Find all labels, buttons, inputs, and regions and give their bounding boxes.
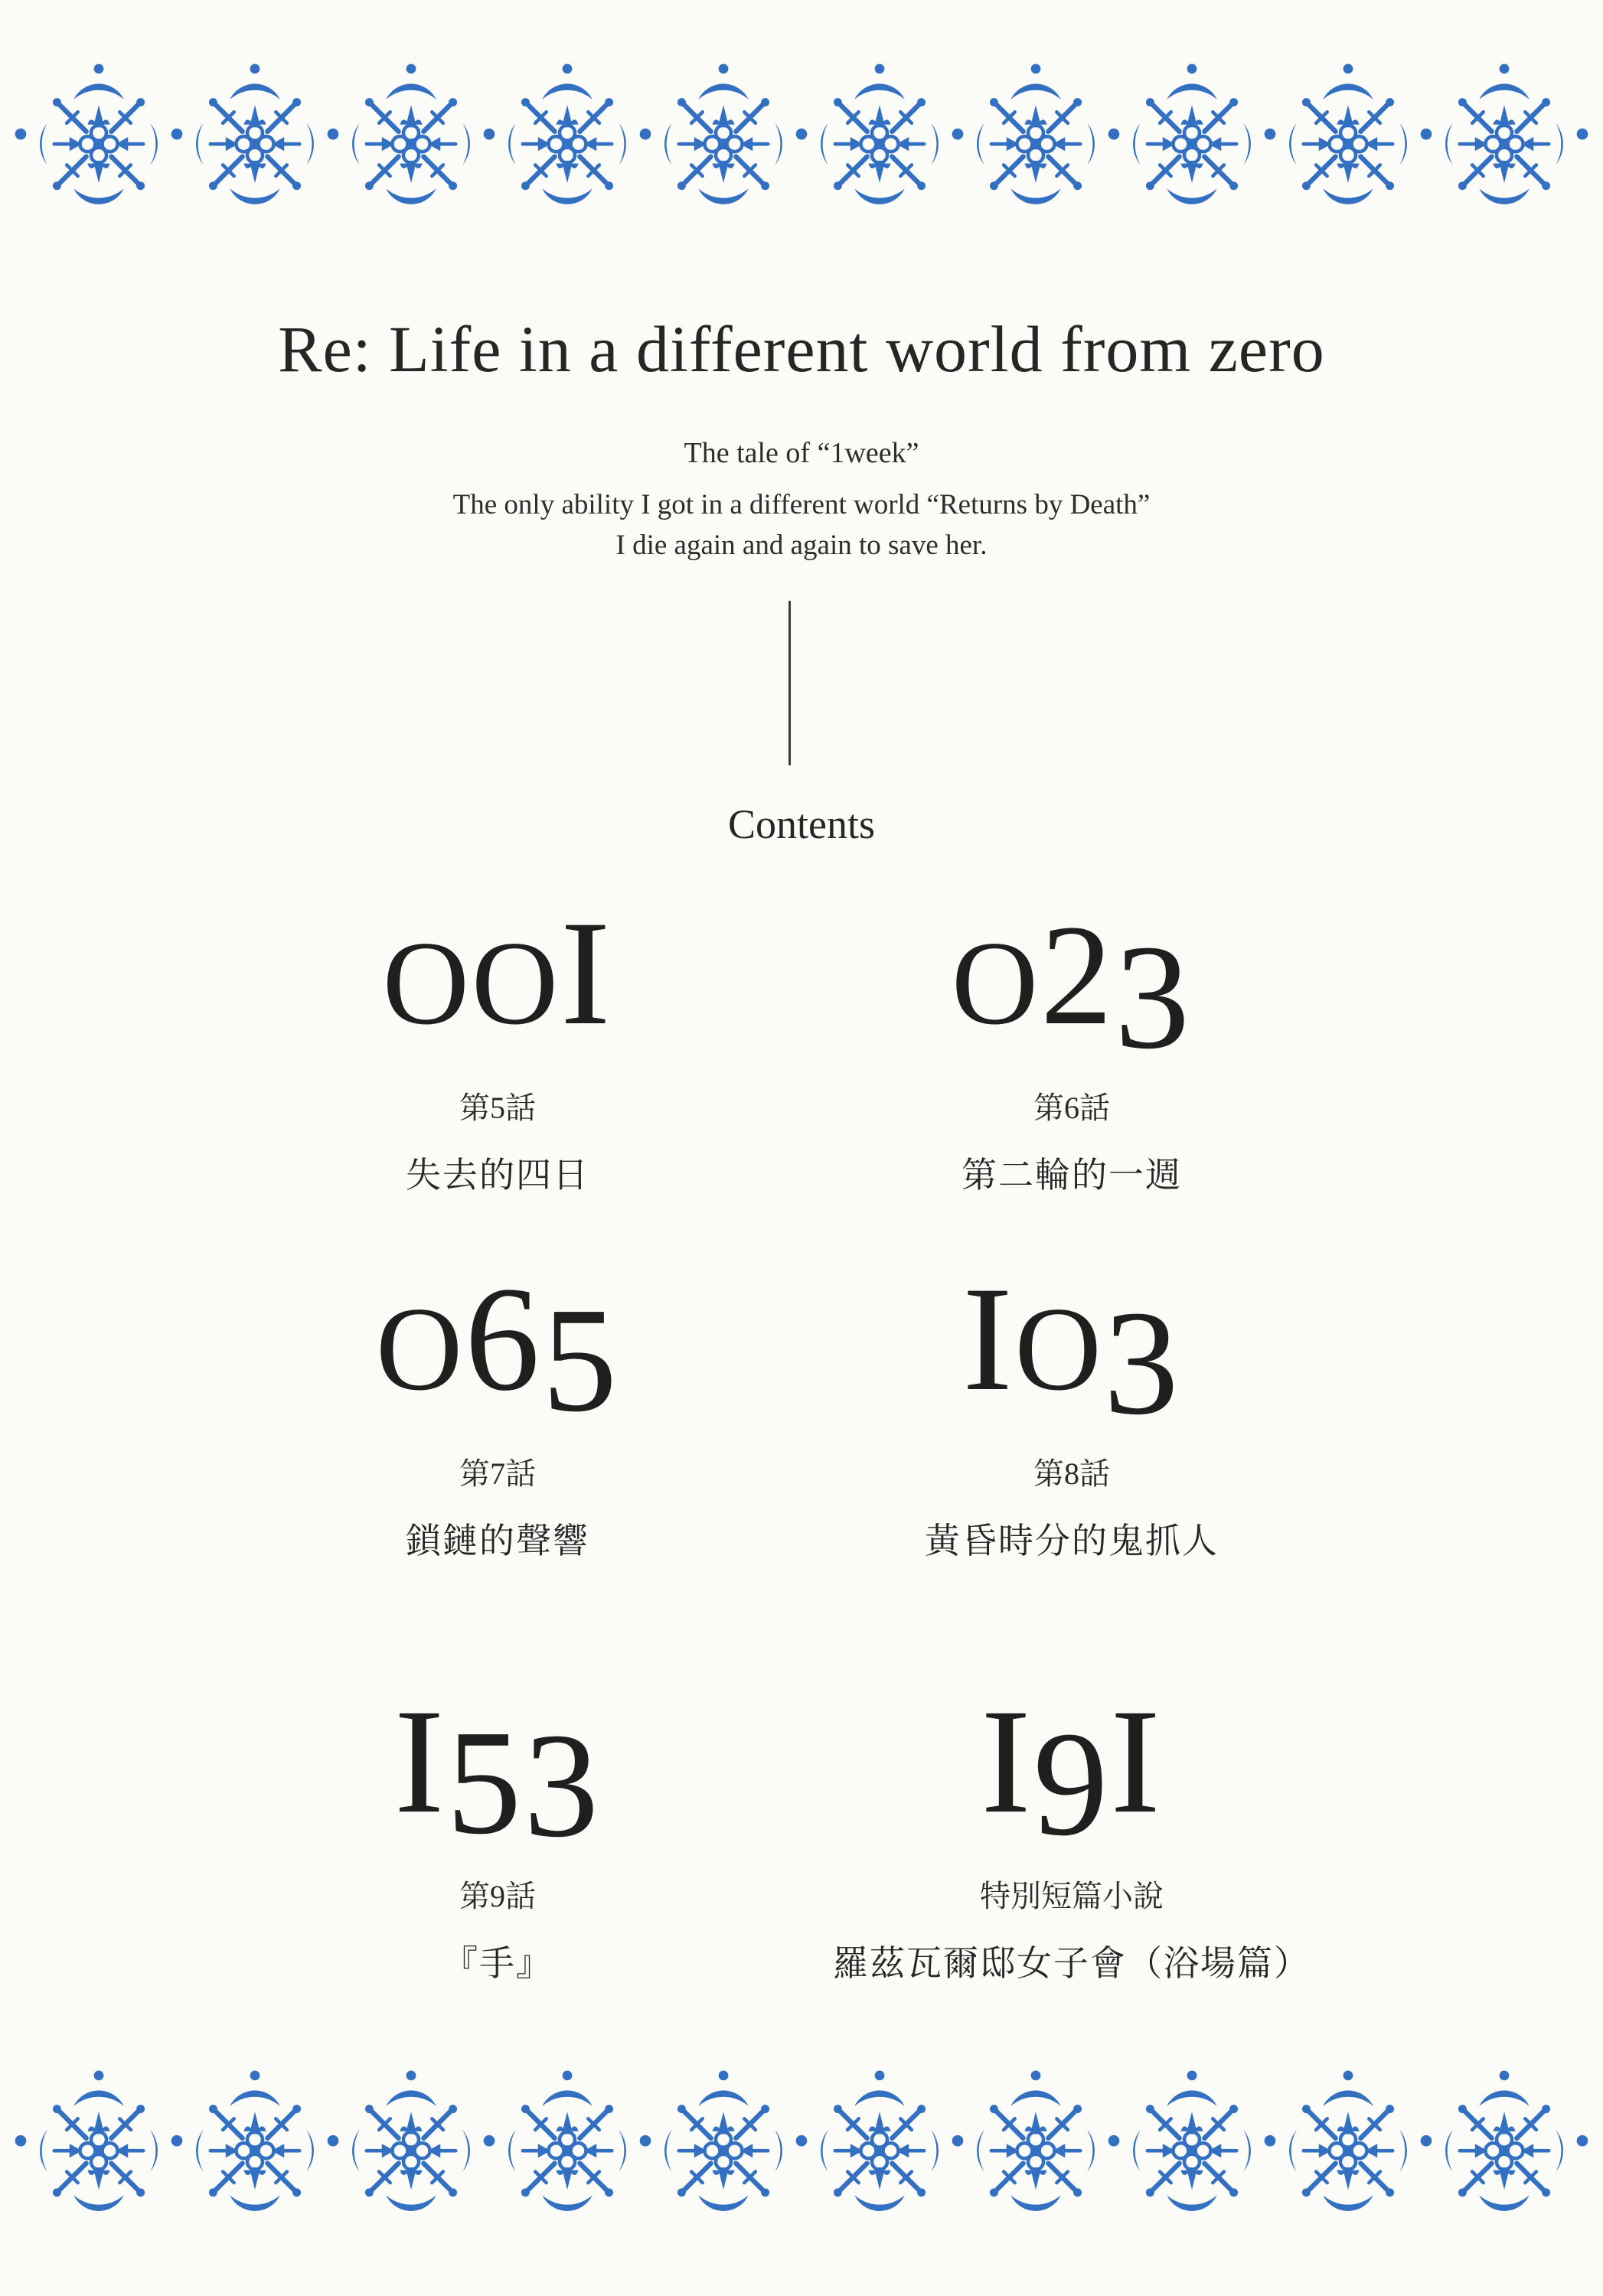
chapter-label: 第7話 — [459, 1456, 536, 1491]
snowflake-ornament-icon — [810, 60, 949, 208]
crescent-dot-separator-icon — [1418, 60, 1435, 208]
ornamental-border-top — [0, 60, 1603, 208]
toc-grid — [211, 890, 1359, 1986]
snowflake-ornament-icon — [185, 2067, 325, 2215]
ornamental-border-bottom — [0, 2066, 1603, 2215]
crescent-dot-separator-icon — [1105, 60, 1122, 208]
toc-entry — [211, 1678, 785, 1986]
crescent-dot-separator-icon — [12, 2066, 29, 2215]
toc-entry — [785, 895, 1359, 1277]
snowflake-ornament-icon — [654, 2067, 793, 2215]
page-number-box — [393, 1678, 602, 1869]
chapter-label: 特別短篇小說 — [980, 1879, 1164, 1913]
crescent-dot-separator-icon — [637, 60, 654, 208]
crescent-dot-separator-icon — [325, 2066, 341, 2215]
snowflake-ornament-icon — [498, 60, 637, 208]
contents-heading: Contents — [727, 801, 875, 847]
snowflake-ornament-icon — [1278, 2067, 1418, 2215]
crescent-dot-separator-icon — [1418, 2066, 1435, 2215]
chapter-label: 第5話 — [459, 1091, 536, 1125]
crescent-dot-separator-icon — [481, 2066, 498, 2215]
toc-entry — [211, 890, 785, 1277]
chapter-label: 第6話 — [1033, 1091, 1110, 1125]
chapter-title: 『手』 — [442, 1944, 553, 1983]
toc-entry — [211, 1256, 785, 1699]
snowflake-ornament-icon — [966, 2067, 1105, 2215]
tagline-line1: The only ability I got in a different world “Returns by Death” — [452, 489, 1151, 520]
page-number-box — [375, 1256, 620, 1443]
snowflake-ornament-icon — [1435, 60, 1574, 208]
snowflake-ornament-icon — [341, 60, 481, 208]
snowflake-ornament-icon — [498, 2067, 637, 2215]
chapter-title: 羅茲瓦爾邸女子會（浴場篇） — [833, 1944, 1311, 1983]
book-tagline — [0, 485, 1603, 566]
chapter-title: 黃昏時分的鬼抓人 — [925, 1521, 1219, 1561]
book-title: Re: Life in a different world from zero — [278, 312, 1325, 386]
crescent-dot-separator-icon — [949, 60, 966, 208]
crescent-dot-separator-icon — [1105, 2066, 1122, 2215]
chapter-label: 第8話 — [1033, 1456, 1110, 1491]
page-number: O65 — [375, 1256, 620, 1443]
chapter-title: 第二輪的一週 — [961, 1156, 1182, 1195]
snowflake-ornament-icon — [29, 60, 168, 208]
crescent-dot-separator-icon — [793, 60, 810, 208]
snowflake-ornament-icon — [1435, 2067, 1574, 2215]
page-number: I9I — [981, 1678, 1163, 1867]
crescent-dot-separator-icon — [325, 60, 341, 208]
snowflake-ornament-icon — [29, 2067, 168, 2215]
snowflake-ornament-icon — [1122, 2067, 1262, 2215]
crescent-dot-separator-icon — [1262, 2066, 1278, 2215]
crescent-dot-separator-icon — [1574, 60, 1591, 208]
page-number: I53 — [393, 1678, 602, 1869]
tagline-line2: I die again and again to save her. — [615, 529, 988, 561]
crescent-dot-separator-icon — [12, 60, 29, 208]
crescent-dot-separator-icon — [1262, 60, 1278, 208]
page-number-box — [382, 890, 613, 1056]
snowflake-ornament-icon — [1122, 60, 1262, 208]
snowflake-ornament-icon — [810, 2067, 949, 2215]
toc-entry — [785, 1678, 1359, 1986]
page-number-box — [962, 1256, 1181, 1446]
crescent-dot-separator-icon — [481, 60, 498, 208]
toc-entry — [785, 1256, 1359, 1699]
chapter-label: 第9話 — [459, 1879, 536, 1913]
crescent-dot-separator-icon — [793, 2066, 810, 2215]
snowflake-ornament-icon — [1278, 60, 1418, 208]
vertical-divider — [788, 601, 791, 765]
page-number-box — [981, 1678, 1163, 1867]
page-number-box — [951, 895, 1193, 1081]
chapter-title: 鎖鏈的聲響 — [406, 1521, 589, 1561]
crescent-dot-separator-icon — [1574, 2066, 1591, 2215]
crescent-dot-separator-icon — [637, 2066, 654, 2215]
page-number: OOI — [382, 890, 613, 1056]
crescent-dot-separator-icon — [168, 2066, 185, 2215]
book-subtitle: The tale of “1week” — [684, 437, 919, 469]
page-number: IO3 — [962, 1256, 1181, 1446]
crescent-dot-separator-icon — [168, 60, 185, 208]
crescent-dot-separator-icon — [949, 2066, 966, 2215]
chapter-title: 失去的四日 — [406, 1156, 589, 1195]
page-number: O23 — [951, 895, 1193, 1081]
snowflake-ornament-icon — [654, 60, 793, 208]
snowflake-ornament-icon — [341, 2067, 481, 2215]
snowflake-ornament-icon — [185, 60, 325, 208]
snowflake-ornament-icon — [966, 60, 1105, 208]
